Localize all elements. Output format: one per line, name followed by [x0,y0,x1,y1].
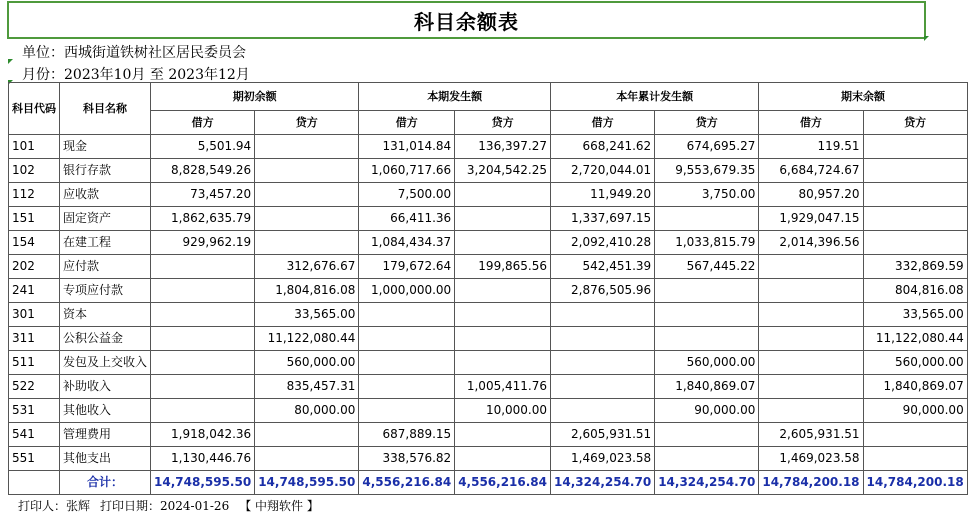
amount-cell: 90,000.00 [655,399,759,423]
amount-cell: 66,411.36 [359,207,455,231]
amount-cell: 674,695.27 [655,135,759,159]
amount-cell: 560,000.00 [863,351,967,375]
table-row [9,207,968,231]
amount-cell [151,279,255,303]
amount-cell: 1,337,697.15 [551,207,655,231]
account-name: 银行存款 [60,159,151,183]
amount-cell: 1,084,434.37 [359,231,455,255]
amount-cell [255,231,359,255]
amount-cell: 6,684,724.67 [759,159,863,183]
amount-cell [359,327,455,351]
amount-cell: 7,500.00 [359,183,455,207]
amount-cell [455,303,551,327]
table-row [9,231,968,255]
amount-cell: 90,000.00 [863,399,967,423]
amount-cell [655,279,759,303]
table-row [9,423,968,447]
amount-cell [455,351,551,375]
table-row [9,183,968,207]
amount-cell: 1,469,023.58 [551,447,655,471]
amount-cell [255,207,359,231]
amount-cell [759,279,863,303]
amount-cell [455,447,551,471]
report-footer [18,497,319,514]
amount-cell [863,183,967,207]
amount-cell: 1,000,000.00 [359,279,455,303]
amount-cell: 929,962.19 [151,231,255,255]
amount-cell [551,327,655,351]
amount-cell [255,135,359,159]
unit-line: 单位：西城街道铁树社区居民委员会 [22,45,246,61]
amount-cell: 10,000.00 [455,399,551,423]
account-code: 102 [9,159,60,183]
account-name: 固定资产 [60,207,151,231]
amount-cell: 2,605,931.51 [551,423,655,447]
header-debit: 借方 [359,111,455,135]
amount-cell [759,303,863,327]
total-amount: 14,324,254.70 [551,471,655,495]
account-code: 511 [9,351,60,375]
account-code: 101 [9,135,60,159]
header-credit: 贷方 [863,111,967,135]
amount-cell [551,303,655,327]
table-body [9,135,968,495]
amount-cell: 1,130,446.76 [151,447,255,471]
account-code: 311 [9,327,60,351]
account-code: 151 [9,207,60,231]
account-name: 现金 [60,135,151,159]
amount-cell [359,303,455,327]
report-title-box [7,1,926,39]
header-closing-balance: 期末余额 [759,83,967,111]
amount-cell: 567,445.22 [655,255,759,279]
table-row [9,399,968,423]
amount-cell: 33,565.00 [255,303,359,327]
header-debit: 借方 [759,111,863,135]
amount-cell [359,375,455,399]
amount-cell: 136,397.27 [455,135,551,159]
amount-cell [655,303,759,327]
amount-cell [759,399,863,423]
total-amount: 14,784,200.18 [759,471,863,495]
account-code: 541 [9,423,60,447]
amount-cell: 1,862,635.79 [151,207,255,231]
amount-cell: 668,241.62 [551,135,655,159]
header-debit: 借方 [551,111,655,135]
header-code: 科目代码 [9,83,60,135]
amount-cell: 2,876,505.96 [551,279,655,303]
account-code: 112 [9,183,60,207]
print-date-label: 打印日期：2024-01-26 [100,499,230,513]
amount-cell [655,423,759,447]
amount-cell: 312,676.67 [255,255,359,279]
amount-cell [551,399,655,423]
account-name: 资本 [60,303,151,327]
account-code: 551 [9,447,60,471]
amount-cell: 1,918,042.36 [151,423,255,447]
header-credit: 贷方 [455,111,551,135]
header-period-amount: 本期发生额 [359,83,551,111]
header-credit: 贷方 [655,111,759,135]
amount-cell [655,327,759,351]
header-opening-balance: 期初余额 [151,83,359,111]
account-name: 其他支出 [60,447,151,471]
amount-cell: 542,451.39 [551,255,655,279]
total-amount: 14,324,254.70 [655,471,759,495]
total-row [9,471,968,495]
account-name: 应收款 [60,183,151,207]
amount-cell [455,423,551,447]
report-title: 科目余额表 [414,9,519,34]
amount-cell: 3,750.00 [655,183,759,207]
account-name: 专项应付款 [60,279,151,303]
total-amount: 4,556,216.84 [359,471,455,495]
account-name: 应付款 [60,255,151,279]
amount-cell [863,135,967,159]
amount-cell: 1,804,816.08 [255,279,359,303]
account-name: 在建工程 [60,231,151,255]
total-label: 合计： [60,471,151,495]
amount-cell [551,351,655,375]
header-name: 科目名称 [60,83,151,135]
amount-cell: 9,553,679.35 [655,159,759,183]
amount-cell: 131,014.84 [359,135,455,159]
amount-cell: 560,000.00 [255,351,359,375]
amount-cell [151,375,255,399]
header-credit: 贷方 [255,111,359,135]
amount-cell [863,207,967,231]
table-row [9,135,968,159]
account-name: 公积公益金 [60,327,151,351]
cell-marker [924,36,929,41]
table-row [9,279,968,303]
amount-cell [759,351,863,375]
amount-cell: 1,005,411.76 [455,375,551,399]
account-code: 522 [9,375,60,399]
amount-cell [759,327,863,351]
account-code: 531 [9,399,60,423]
account-name: 管理费用 [60,423,151,447]
amount-cell: 199,865.56 [455,255,551,279]
amount-cell: 2,014,396.56 [759,231,863,255]
amount-cell: 338,576.82 [359,447,455,471]
amount-cell: 1,033,815.79 [655,231,759,255]
amount-cell: 3,204,542.25 [455,159,551,183]
account-name: 补助收入 [60,375,151,399]
table-row [9,375,968,399]
printer-label: 打印人：张辉 [18,499,91,513]
amount-cell [863,159,967,183]
amount-cell [863,447,967,471]
amount-cell [455,231,551,255]
amount-cell [759,375,863,399]
amount-cell: 2,720,044.01 [551,159,655,183]
amount-cell: 11,949.20 [551,183,655,207]
month-line: 月份：2023年10月 至 2023年12月 [22,67,250,83]
amount-cell: 1,929,047.15 [759,207,863,231]
amount-cell [455,183,551,207]
table-row [9,159,968,183]
amount-cell: 332,869.59 [863,255,967,279]
amount-cell: 1,840,869.07 [655,375,759,399]
table-row [9,303,968,327]
amount-cell: 8,828,549.26 [151,159,255,183]
amount-cell [359,399,455,423]
amount-cell: 33,565.00 [863,303,967,327]
table-row [9,447,968,471]
amount-cell [863,423,967,447]
amount-cell: 687,889.15 [359,423,455,447]
amount-cell: 1,840,869.07 [863,375,967,399]
table-row [9,255,968,279]
table-row [9,351,968,375]
amount-cell [255,159,359,183]
table-row [9,327,968,351]
amount-cell: 11,122,080.44 [255,327,359,351]
amount-cell [151,255,255,279]
total-amount: 14,784,200.18 [863,471,967,495]
amount-cell: 804,816.08 [863,279,967,303]
amount-cell [655,447,759,471]
amount-cell: 80,000.00 [255,399,359,423]
total-amount: 14,748,595.50 [151,471,255,495]
amount-cell: 5,501.94 [151,135,255,159]
amount-cell [151,303,255,327]
total-amount: 14,748,595.50 [255,471,359,495]
account-code: 301 [9,303,60,327]
cell-marker [8,59,13,64]
account-code: 241 [9,279,60,303]
amount-cell [455,279,551,303]
software-label: 【 中翔软件 】 [239,499,319,513]
balance-table [8,82,968,495]
header-debit: 借方 [151,111,255,135]
amount-cell: 1,469,023.58 [759,447,863,471]
amount-cell [255,183,359,207]
amount-cell: 80,957.20 [759,183,863,207]
amount-cell: 11,122,080.44 [863,327,967,351]
account-code: 202 [9,255,60,279]
account-code: 154 [9,231,60,255]
amount-cell: 73,457.20 [151,183,255,207]
amount-cell [255,447,359,471]
amount-cell: 835,457.31 [255,375,359,399]
amount-cell: 2,092,410.28 [551,231,655,255]
amount-cell: 560,000.00 [655,351,759,375]
amount-cell [551,375,655,399]
amount-cell [255,423,359,447]
amount-cell [151,327,255,351]
amount-cell: 119.51 [759,135,863,159]
amount-cell [455,207,551,231]
header-ytd-amount: 本年累计发生额 [551,83,759,111]
amount-cell: 2,605,931.51 [759,423,863,447]
amount-cell [359,351,455,375]
total-amount: 4,556,216.84 [455,471,551,495]
amount-cell [863,231,967,255]
account-name: 发包及上交收入 [60,351,151,375]
amount-cell: 1,060,717.66 [359,159,455,183]
amount-cell [455,327,551,351]
account-name: 其他收入 [60,399,151,423]
amount-cell: 179,672.64 [359,255,455,279]
amount-cell [759,255,863,279]
amount-cell [151,351,255,375]
amount-cell [151,399,255,423]
amount-cell [655,207,759,231]
